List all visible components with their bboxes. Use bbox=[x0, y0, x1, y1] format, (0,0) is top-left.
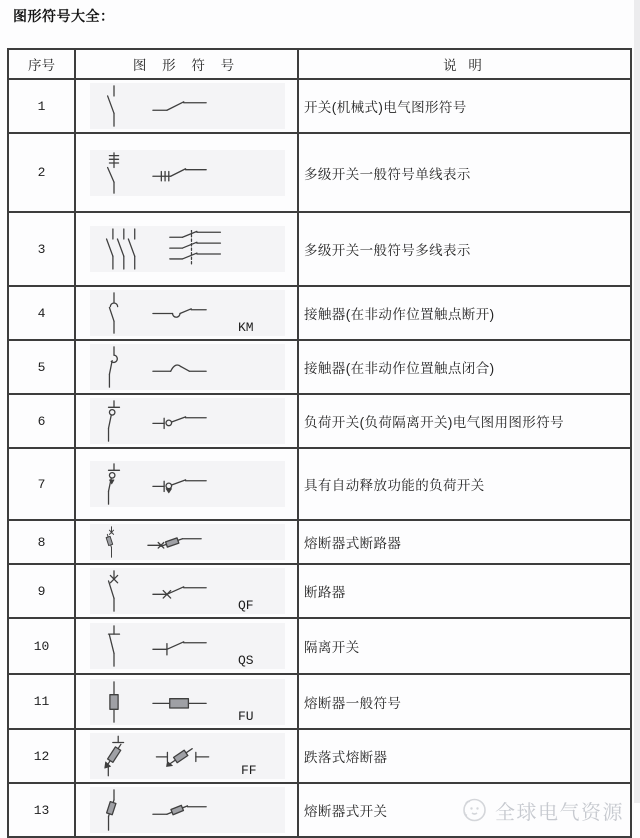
symbol-cell bbox=[90, 461, 285, 507]
row-number: 8 bbox=[8, 520, 75, 564]
row-description: 熔断器一般符号 bbox=[304, 695, 402, 711]
fuse-switch-horizontal-icon bbox=[152, 801, 208, 820]
electrical-symbols-table bbox=[7, 48, 632, 838]
row-number: 1 bbox=[8, 79, 75, 133]
panda-logo-icon bbox=[459, 795, 489, 825]
row-description: 隔离开关 bbox=[304, 640, 360, 655]
table-row bbox=[8, 79, 631, 133]
row-description: 多级开关一般符号多线表示 bbox=[304, 243, 471, 258]
table-row bbox=[8, 286, 631, 340]
row-number: 9 bbox=[8, 564, 75, 618]
switch-vertical-icon bbox=[102, 85, 126, 127]
row-number: 12 bbox=[8, 729, 75, 783]
page-title: 图形符号大全： bbox=[13, 8, 115, 24]
row-description: 具有自动释放功能的负荷开关 bbox=[304, 478, 485, 493]
row-number: 13 bbox=[8, 783, 75, 837]
row-description: 断路器 bbox=[304, 585, 346, 600]
load-switch-vertical-icon bbox=[102, 400, 126, 442]
row-number: 7 bbox=[8, 448, 75, 520]
row-number: 4 bbox=[8, 286, 75, 340]
symbol-cell bbox=[90, 787, 285, 833]
row-number: 11 bbox=[8, 674, 75, 729]
multipole-switch-multiline-horizontal-icon bbox=[168, 230, 224, 268]
row-number: 5 bbox=[8, 340, 75, 394]
contactor-closed-horizontal-icon bbox=[152, 358, 208, 377]
row-description: 开关(机械式)电气图形符号 bbox=[304, 100, 467, 115]
isolator-vertical-icon bbox=[102, 625, 126, 667]
load-switch-horizontal-icon bbox=[152, 412, 208, 431]
row-description: 跌落式熔断器 bbox=[304, 750, 388, 765]
row-description: 接触器(在非动作位置触点断开) bbox=[304, 307, 495, 322]
symbol-cell bbox=[90, 344, 285, 390]
contactor-open-vertical-icon bbox=[102, 292, 126, 334]
fuse-vertical-icon bbox=[102, 681, 126, 723]
table-row bbox=[8, 133, 631, 212]
row-description: 负荷开关(负荷隔离开关)电气图用图形符号 bbox=[304, 415, 564, 430]
table-row bbox=[8, 394, 631, 448]
fuse-breaker-vertical-icon bbox=[102, 526, 121, 558]
row-number: 6 bbox=[8, 394, 75, 448]
table-row bbox=[8, 564, 631, 618]
row-number: 10 bbox=[8, 618, 75, 674]
multipole-switch-singleline-horizontal-icon bbox=[152, 163, 208, 182]
symbol-label: FU bbox=[238, 708, 254, 724]
row-description: 熔断器式开关 bbox=[304, 804, 388, 819]
symbol-cell bbox=[90, 568, 285, 614]
symbol-label: FF bbox=[241, 763, 257, 778]
table-row bbox=[8, 618, 631, 674]
symbol-cell bbox=[90, 398, 285, 444]
multipole-switch-multiline-vertical-icon bbox=[102, 228, 142, 270]
switch-horizontal-icon bbox=[152, 97, 208, 116]
symbol-label: KM bbox=[238, 320, 254, 335]
watermark-text: 全球电气资源 bbox=[495, 801, 624, 824]
symbol-cell bbox=[90, 524, 285, 560]
table-row bbox=[8, 674, 631, 729]
symbol-cell bbox=[90, 623, 285, 669]
table-row bbox=[8, 783, 631, 837]
circuit-breaker-horizontal-icon bbox=[152, 582, 208, 601]
symbol-cell bbox=[90, 150, 285, 196]
table-row bbox=[8, 520, 631, 564]
scan-edge-shadow bbox=[634, 0, 640, 803]
header-graphic-symbol: 图 形 符 号 bbox=[75, 49, 298, 79]
multipole-switch-singleline-vertical-icon bbox=[102, 152, 126, 194]
row-description: 接触器(在非动作位置触点闭合) bbox=[304, 361, 495, 376]
load-switch-autorelease-horizontal-icon bbox=[152, 475, 208, 494]
row-description: 多级开关一般符号单线表示 bbox=[304, 166, 471, 182]
fuse-switch-vertical-icon bbox=[102, 789, 126, 831]
dropout-fuse-horizontal-icon bbox=[155, 745, 211, 767]
fuse-breaker-horizontal-icon bbox=[147, 533, 203, 552]
symbol-cell bbox=[90, 83, 285, 129]
row-number: 3 bbox=[8, 212, 75, 286]
header-serial-number: 序号 bbox=[8, 49, 75, 79]
table-row bbox=[8, 729, 631, 783]
circuit-breaker-vertical-icon bbox=[102, 570, 126, 612]
table-row bbox=[8, 448, 631, 520]
dropout-fuse-vertical-icon bbox=[102, 735, 129, 777]
symbol-cell bbox=[90, 733, 285, 779]
symbol-label: QS bbox=[238, 653, 254, 668]
symbol-cell bbox=[90, 679, 285, 725]
fuse-horizontal-icon bbox=[152, 692, 208, 711]
load-switch-autorelease-vertical-icon bbox=[102, 463, 126, 505]
table-row bbox=[8, 340, 631, 394]
isolator-horizontal-icon bbox=[152, 637, 208, 656]
symbol-label: QF bbox=[238, 598, 254, 613]
contactor-open-horizontal-icon bbox=[152, 304, 208, 323]
symbol-cell bbox=[90, 290, 285, 336]
table-header-row bbox=[8, 49, 631, 79]
row-number: 2 bbox=[8, 133, 75, 212]
contactor-closed-vertical-icon bbox=[102, 346, 126, 388]
row-description: 熔断器式断路器 bbox=[304, 536, 402, 551]
watermark bbox=[459, 795, 624, 825]
symbol-cell bbox=[90, 226, 285, 272]
header-description: 说 明 bbox=[298, 49, 631, 79]
table-row bbox=[8, 212, 631, 286]
